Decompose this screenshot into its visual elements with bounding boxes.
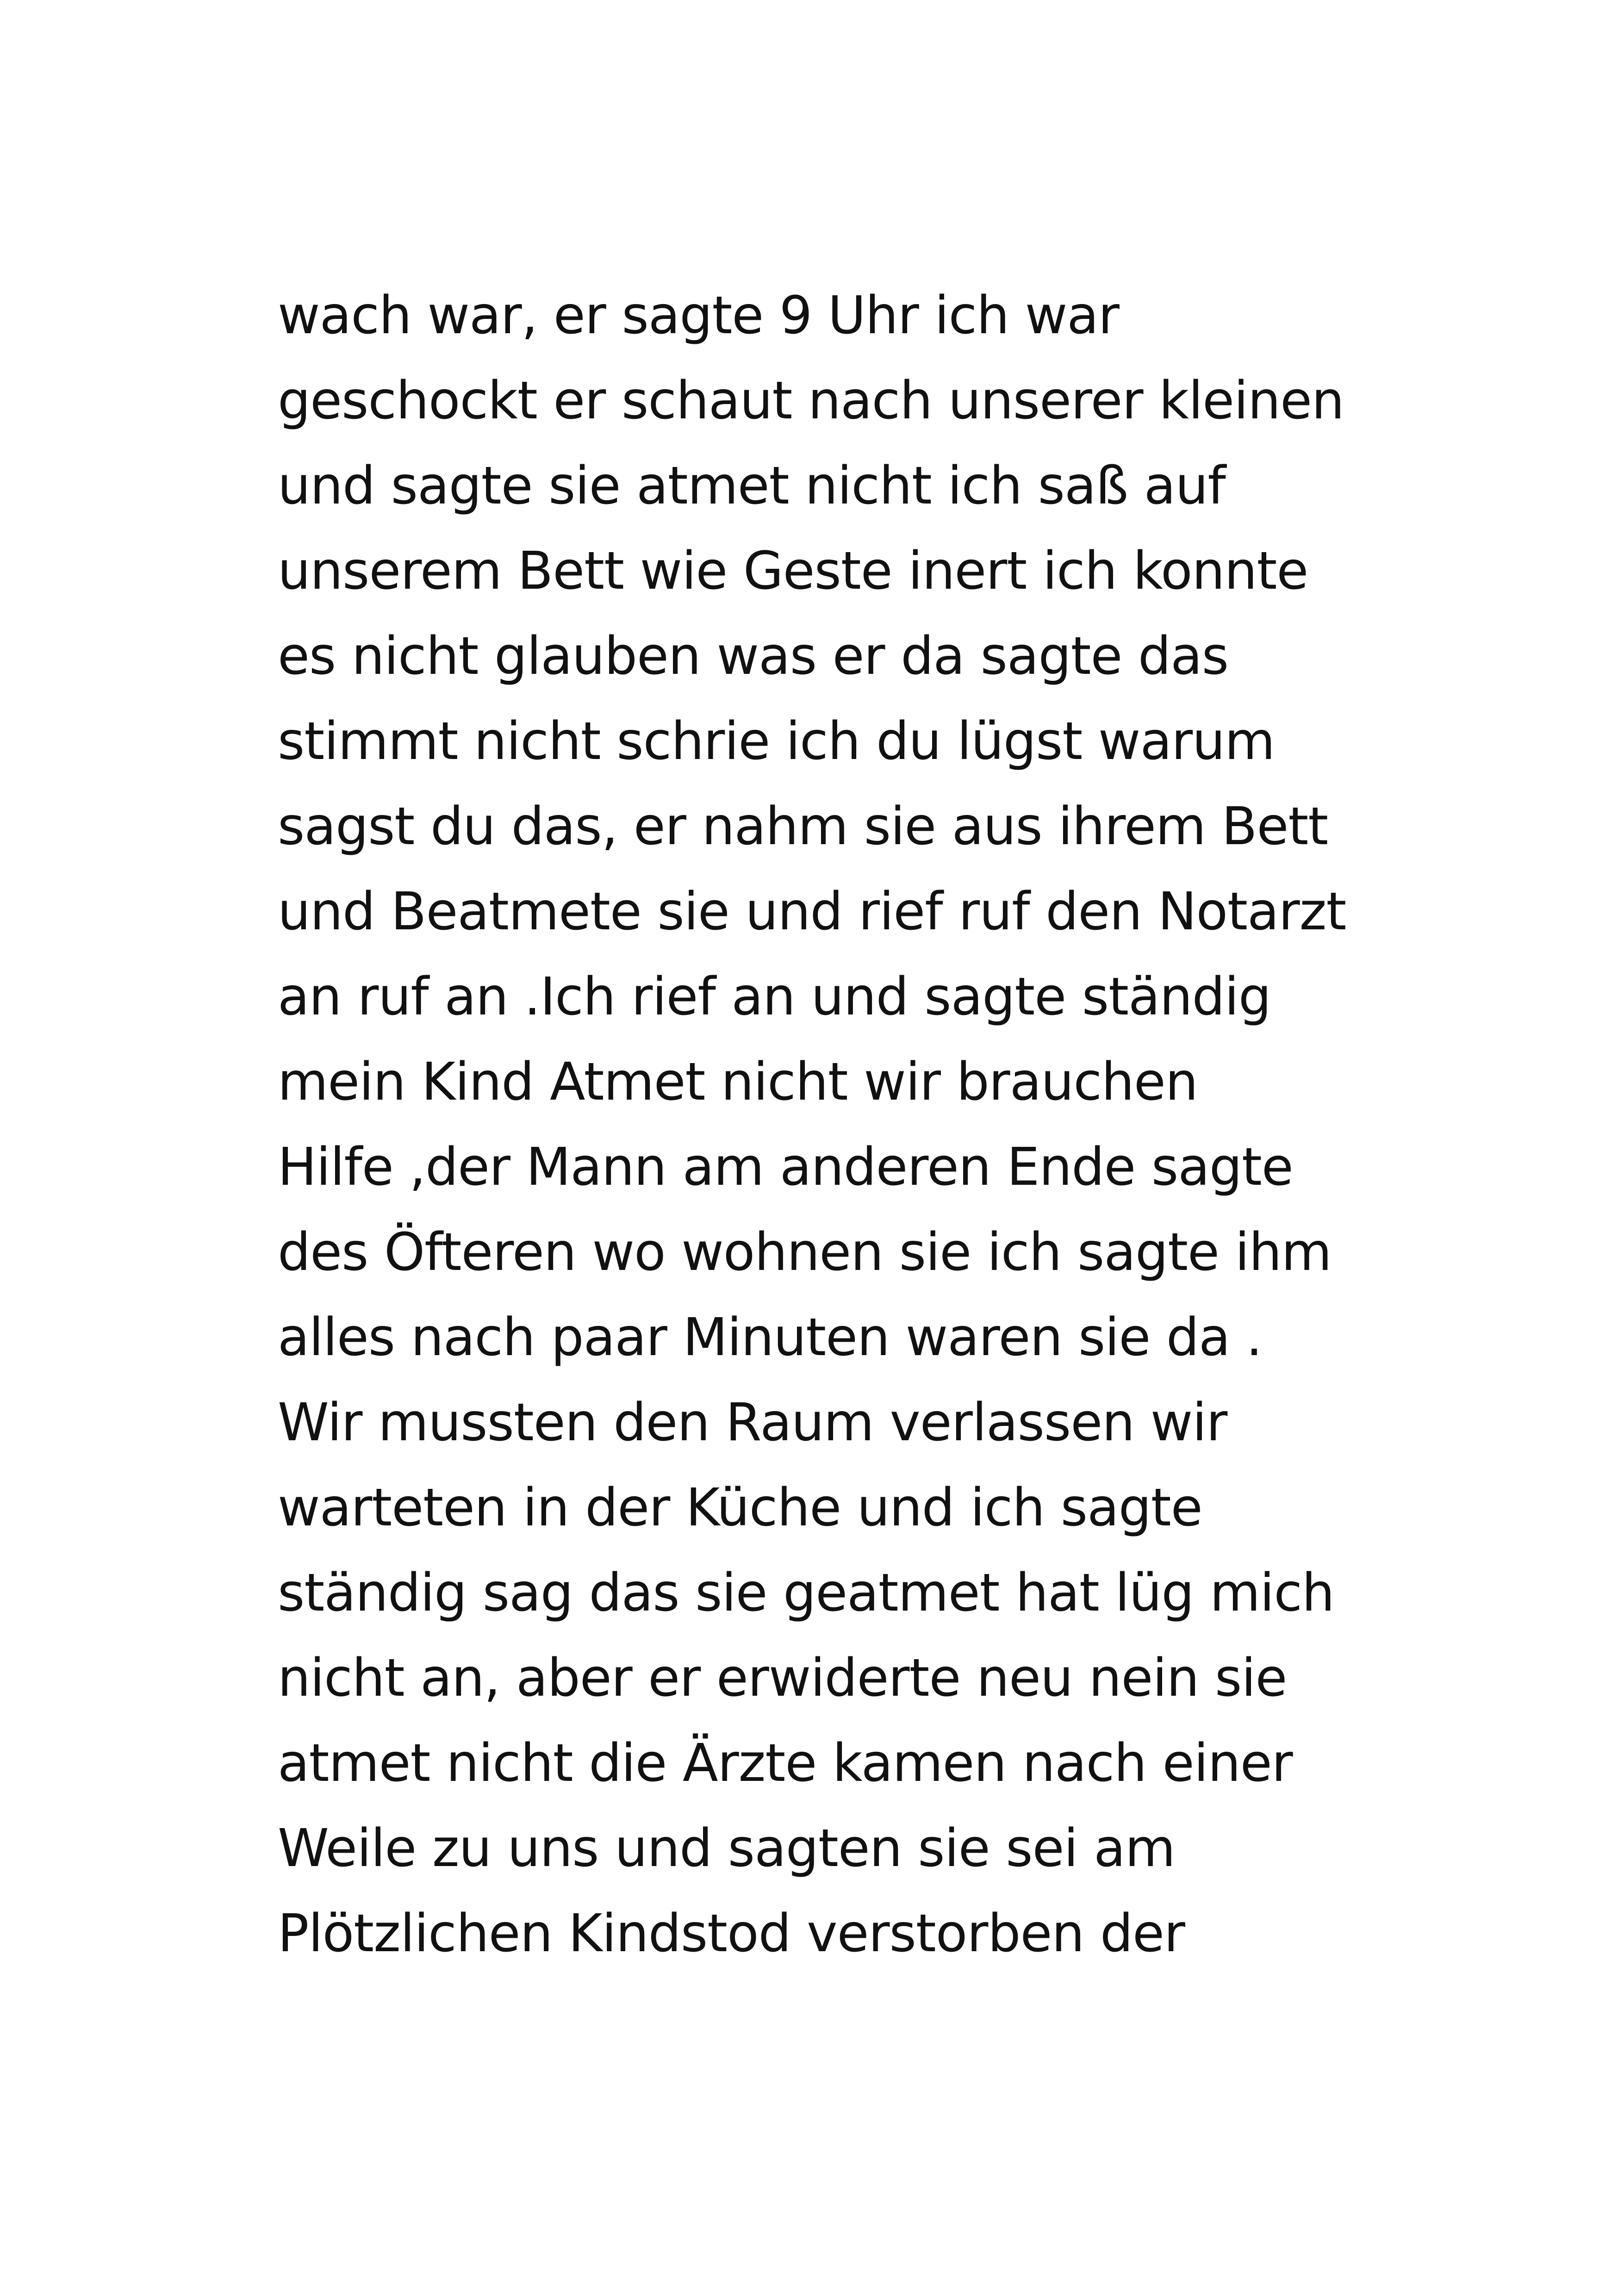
text-line: Wir mussten den Raum verlassen wir bbox=[278, 1393, 1227, 1453]
text-line: des Öfteren wo wohnen sie ich sagte ihm bbox=[278, 1222, 1332, 1282]
text-line: mein Kind Atmet nicht wir brauchen bbox=[278, 1052, 1198, 1112]
text-line: warteten in der Küche und ich sagte bbox=[278, 1478, 1202, 1538]
text-line: an ruf an .Ich rief an und sagte ständig bbox=[278, 967, 1271, 1027]
text-line: sagst du das, er nahm sie aus ihrem Bett bbox=[278, 796, 1328, 857]
text-line: und sagte sie atmet nicht ich saß auf bbox=[278, 456, 1226, 516]
text-line: stimmt nicht schrie ich du lügst warum bbox=[278, 711, 1275, 772]
text-line: atmet nicht die Ärzte kamen nach einer bbox=[278, 1733, 1293, 1793]
text-line: Plötzlichen Kindstod verstorben der bbox=[278, 1904, 1185, 1964]
text-line: geschockt er schaut nach unserer kleinen bbox=[278, 371, 1344, 431]
text-line: alles nach paar Minuten waren sie da . bbox=[278, 1307, 1262, 1368]
text-line: und Beatmete sie und rief ruf den Notarzt bbox=[278, 882, 1346, 942]
text-line: Weile zu uns und sagten sie sei am bbox=[278, 1818, 1175, 1879]
text-line: wach war, er sagte 9 Uhr ich war bbox=[278, 286, 1119, 346]
text-line: nicht an, aber er erwiderte neu nein sie bbox=[278, 1648, 1287, 1708]
text-line: es nicht glauben was er da sagte das bbox=[278, 626, 1229, 686]
text-line: Hilfe ,der Mann am anderen Ende sagte bbox=[278, 1137, 1293, 1197]
text-line: unserem Bett wie Geste inert ich konnte bbox=[278, 541, 1308, 601]
text-line: ständig sag das sie geatmet hat lüg mich bbox=[278, 1563, 1334, 1623]
body-text bbox=[278, 273, 1388, 1976]
